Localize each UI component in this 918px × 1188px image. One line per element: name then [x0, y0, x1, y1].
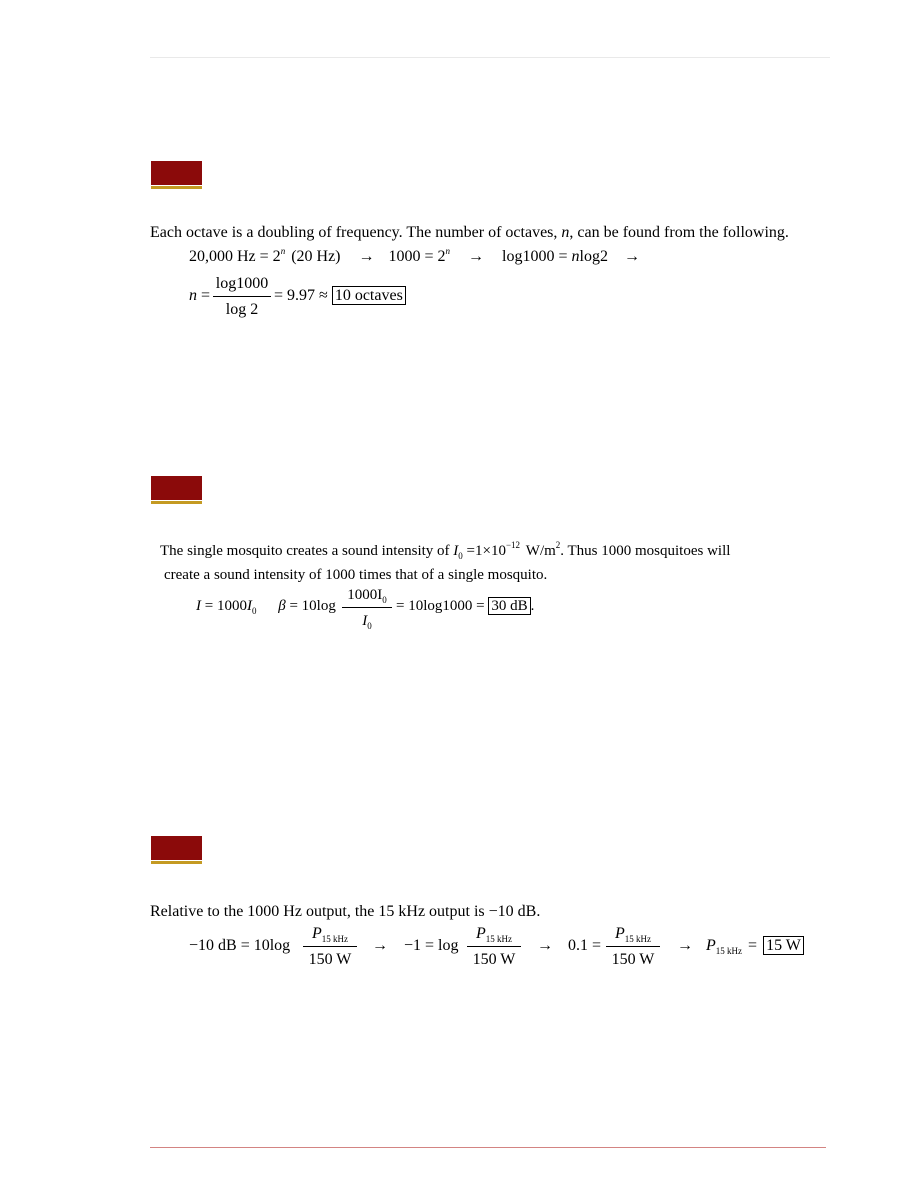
problem3-arrow-3: → — [677, 937, 693, 954]
problem1-intro: Each octave is a doubling of frequency. The number of octaves, n, can be found from the following. — [150, 224, 789, 241]
problem3-answer-box: 15 W — [763, 936, 804, 955]
problem-number-marker — [151, 836, 202, 864]
problem3-eq3-left: 0.1 = — [568, 937, 602, 954]
problem3-fraction-2: $P_{15 kHz}$ 150 W — [467, 925, 521, 969]
problem-number-marker — [151, 161, 202, 189]
problem3-arrow-1: → — [372, 937, 388, 954]
problem2-intensity-eq: $I = 1000I_0$ β = 10log — [196, 598, 336, 616]
header-rule — [150, 57, 830, 58]
problem2-line1: The single mosquito creates a sound intensity of $I_0 =1\times 10^{-12}$ $W/m^2$. Thus 1000 mosquitoes will — [160, 540, 731, 561]
problem2-answer-box: 30 dB — [488, 597, 530, 615]
problem1-fraction: $\frac{\log 1000}{\log 2}$ — [213, 275, 271, 319]
problem2-line2: create a sound intensity of 1000 times that of a single mosquito. — [164, 567, 548, 583]
problem3-arrow-2: → — [537, 937, 553, 954]
problem3-eq2-left: −1 = log — [404, 937, 459, 954]
problem1-equation-chain: 20,000 $Hz = 2^n$ (20 $Hz) \to 1000 = 2^n \to \log 1000 = nlog2$ → — [189, 246, 640, 265]
problem3-eq1-left: −10 dB = 10log — [189, 937, 291, 954]
problem3-fraction-1: $P_{15 kHz}$ 150 W — [303, 925, 357, 969]
problem3-fraction-3: $P_{15 kHz}$ 150 W — [606, 925, 660, 969]
footer-rule — [150, 1147, 826, 1148]
problem-number-marker — [151, 476, 202, 504]
problem3-intro: Relative to the 1000 Hz output, the 15 kHz output is −10 dB. — [150, 903, 541, 920]
problem1-n-label: n = — [189, 287, 211, 304]
problem2-result: = 10log1000 = 30 dB . — [396, 598, 535, 614]
problem1-answer-box: 10 octaves — [332, 286, 406, 305]
problem3-result: $P_{15 kHz} = 15$ W — [706, 937, 804, 955]
problem2-fraction: $\frac{1000I_0}{I_0}$ — [342, 586, 392, 630]
problem1-result: = 9.97 ≈ 10 octaves — [274, 287, 406, 305]
